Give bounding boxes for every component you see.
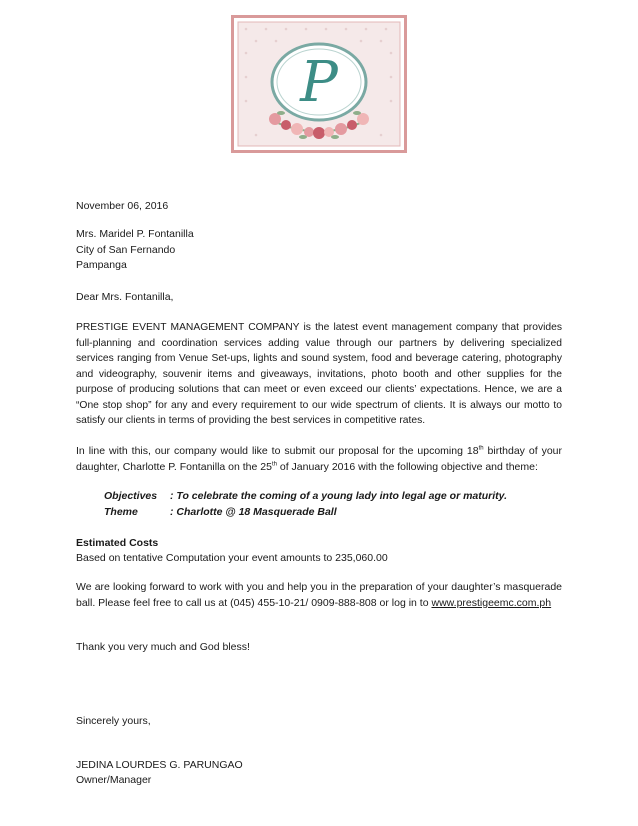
signoff: Sincerely yours, — [76, 715, 151, 727]
theme-line — [104, 505, 337, 521]
closing-paragraph: We are looking forward to work with you and help you in the preparation of your daughter’s masquerade ball. Please feel free to call us at (045) 455-10-21/ 0909-888-808 or log in to www.prestigeemc.com.ph — [76, 581, 562, 609]
costs-heading: Estimated Costs — [76, 537, 159, 549]
company-logo — [231, 15, 407, 153]
intro-paragraph: PRESTIGE EVENT MANAGEMENT COMPANY is the latest event management company that provides full-planning and coordination services adding value through our partners by delivering specialized services ranging from Venue Set-ups, lights and sound system, food and beverage catering, photography and videography, souvenir items and giveaways, invitations, photo booth and other supplies for the purpose of producing solutions that can meet or even exceed our clients’ expectations. Hence, we are a “One stop shop” for any and every requirement to our wide spectrum of clients. It is always our motto to satisfy our clients in terms of providing the best services in competitive rates. — [76, 322, 562, 426]
theme-value: : Charlotte @ 18 Masquerade Ball — [170, 506, 337, 518]
recipient-city: City of San Fernando — [76, 243, 176, 256]
proposal-paragraph: In line with this, our company would like to submit our proposal for the upcoming 18th birthday of your daughter, Charlotte P. Fontanilla on the 25th of January 2016 with the following objective and theme: — [76, 445, 563, 473]
objectives-label: Objectives — [104, 490, 158, 502]
objectives-value: : To celebrate the coming of a young lady into legal age or maturity. — [170, 490, 508, 502]
costs-text: Based on tentative Computation your event amounts to 235,060.00 — [76, 552, 388, 564]
recipient-block — [76, 227, 562, 274]
thanks-line: Thank you very much and God bless! — [76, 641, 250, 653]
objectives-line — [104, 489, 507, 505]
salutation: Dear Mrs. Fontanilla, — [76, 291, 174, 303]
recipient-province: Pampanga — [76, 259, 127, 271]
website-link[interactable]: www.prestigeemc.com.ph — [431, 596, 552, 609]
signer-title: Owner/Manager — [76, 774, 152, 786]
letter-date: November 06, 2016 — [76, 200, 169, 212]
recipient-name: Mrs. Maridel P. Fontanilla — [76, 228, 194, 240]
signer-name: JEDINA LOURDES G. PARUNGAO — [76, 759, 243, 771]
logo-monogram: P — [300, 50, 338, 115]
theme-label: Theme — [104, 506, 138, 518]
